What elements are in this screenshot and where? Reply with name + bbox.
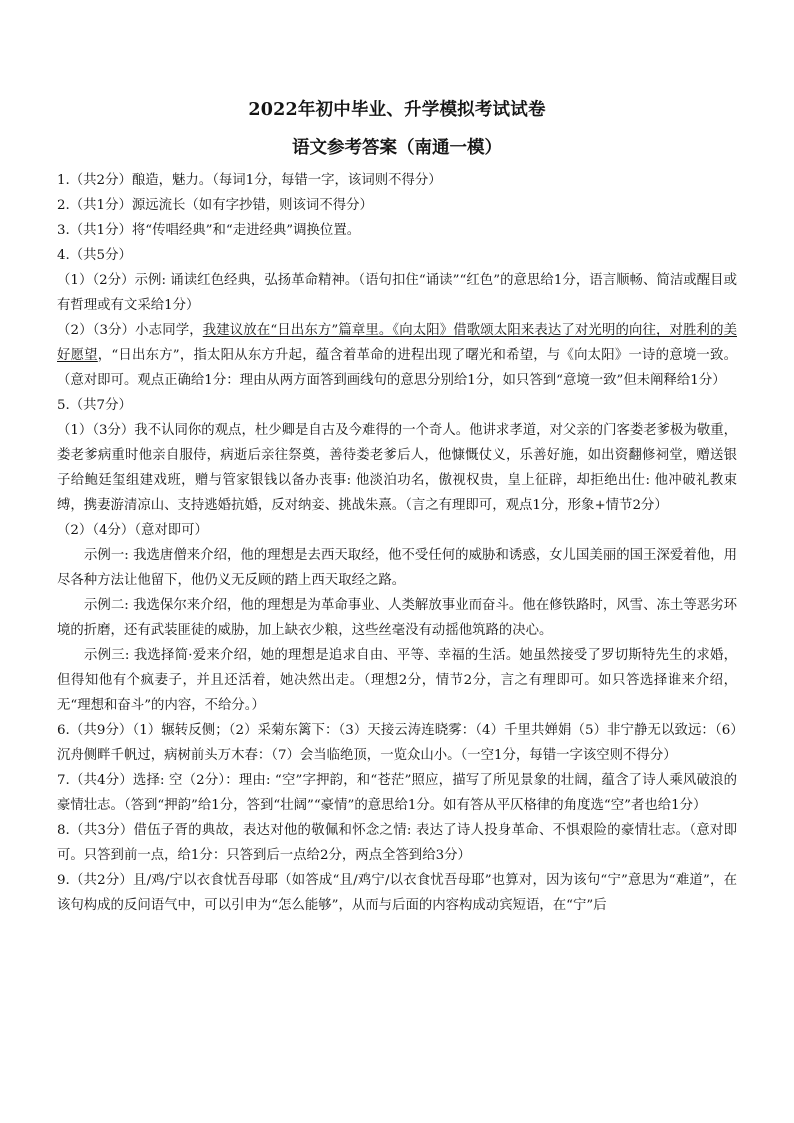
answer-q5-example2: 示例二: 我选保尔来介绍，他的理想是为革命事业、人类解放事业而奋斗。他在修铁路时，风雪、冻土等恶劣环境的折磨，还有武装匪徒的威胁，加上缺衣少粮，这些丝毫没有动摇他筑路的决心。 <box>57 598 737 638</box>
answer-q4-heading: 4.（共5分） <box>57 248 132 263</box>
answer-q2: 2.（共1分）源远流长（如有字抄错，则该词不得分） <box>57 198 373 213</box>
answer-q5-example1: 示例一: 我选唐僧来介绍，他的理想是去西天取经，他不受任何的威胁和诱惑，女儿国美丽的国王深爱着他，用尽各种方法让他留下，他仍义无反顾的踏上西天取经之路。 <box>57 548 737 588</box>
answer-q3: 3.（共1分）将“传唱经典”和“走进经典”调换位置。 <box>57 223 361 238</box>
answer-q4-part2-underlined: 我建议放在“日出东方”篇章里。《向太阳》借歌颂太阳来表达了对光明的向往，对胜利的美好愿望 <box>57 323 737 363</box>
answer-q5-heading: 5.（共7分） <box>57 398 132 413</box>
page-subtitle: 语文参考答案（南通一模） <box>292 138 502 158</box>
answer-q4-part2-lead: （2）（3分）小志同学， <box>57 323 203 338</box>
answer-q8: 8.（共3分）借伍子胥的典故，表达对他的敬佩和怀念之情: 表达了诗人投身革命、不惧艰险的豪情壮志。（意对即可。只答到前一点，给1分：只答到后一点给2分，两点全答到给3分） <box>57 823 737 863</box>
answer-q6: 6.（共9分）（1）辗转反侧；（2）采菊东篱下：（3）天接云涛连晓雾：（4）千里共婵娟（5）非宁静无以致远：（6）沉舟侧畔千帆过，病树前头万木春：（7）会当临绝顶，一览众山小。（一空1分，每错一字该空则不得分） <box>57 723 737 763</box>
answer-q9: 9.（共2分）且/鸡/宁以衣食忧吾母耶（如答成“且/鸡宁/以衣食忧吾母耶”也算对，因为该句“宁”意思为“难道”，在该句构成的反问语气中，可以引申为“怎么能够”，从而与后面的内容构成动宾短语，在“宁”后 <box>57 873 737 913</box>
answer-q4-part2-rest: ，“日出东方”，指太阳从东方升起，蕴含着革命的进程出现了曙光和希望，与《向太阳》一诗的意境一致。（意对即可。观点正确给1分：理由从两方面答到画线句的意思分别给1分，如只答到“意境一致”但未阐释给1分） <box>57 348 737 388</box>
answer-q4-part1: （1）（2分）示例: 诵读红色经典，弘扬革命精神。（语句扣住“诵读”“红色”的意思给1分，语言顺畅、简洁或醒目或有哲理或有文采给1分） <box>57 273 737 313</box>
answer-q5-part1: （1）（3分）我不认同你的观点，杜少卿是自古及今难得的一个奇人。他讲求孝道，对父亲的门客娄老爹极为敬重，娄老爹病重时他亲自服侍，病逝后亲往祭奠，善待娄老爹后人，他慷慨仗义，乐善好施，如出资翻修祠堂，赠送银子给鲍廷玺组建戏班，赠与管家银钱以备办丧事: 他淡泊功名，傲视权贵，皇上征辟，却拒绝出仕: 他冲破礼教束缚，携妻游清凉山、支持逃婚抗婚，反对纳妾、挑战朱熹。（言之有理即可，观点1分，形象+情节2分） <box>57 423 737 513</box>
answer-sheet <box>57 96 737 918</box>
answer-q1: 1.（共2分）酿造，魅力。（每词1分，每错一字，该词则不得分） <box>57 173 442 188</box>
answer-q4-part2 <box>57 318 737 393</box>
page-title: 2022年初中毕业、升学模拟考试试卷 <box>248 100 546 120</box>
answer-q7: 7.（共4分）选择: 空（2分）：理由: “空”字押韵，和“苍茫”照应，描写了所见景象的壮阔，蕴含了诗人乘风破浪的豪情壮志。（答到“押韵”给1分，答到“壮阔”“豪情”的意思给1分。如有答从平仄格律的角度选“空”者也给1分） <box>57 773 737 813</box>
answer-q5-part2-heading: （2）（4分）（意对即可） <box>57 523 208 538</box>
answer-q5-example3: 示例三: 我选择简·爱来介绍，她的理想是追求自由、平等、幸福的生活。她虽然接受了罗切斯特先生的求婚，但得知他有个疯妻子，并且还活着，她决然出走。（理想2分，情节2分，言之有理即可。如只答选择谁来介绍，无“理想和奋斗”的内容，不给分。） <box>57 648 737 713</box>
